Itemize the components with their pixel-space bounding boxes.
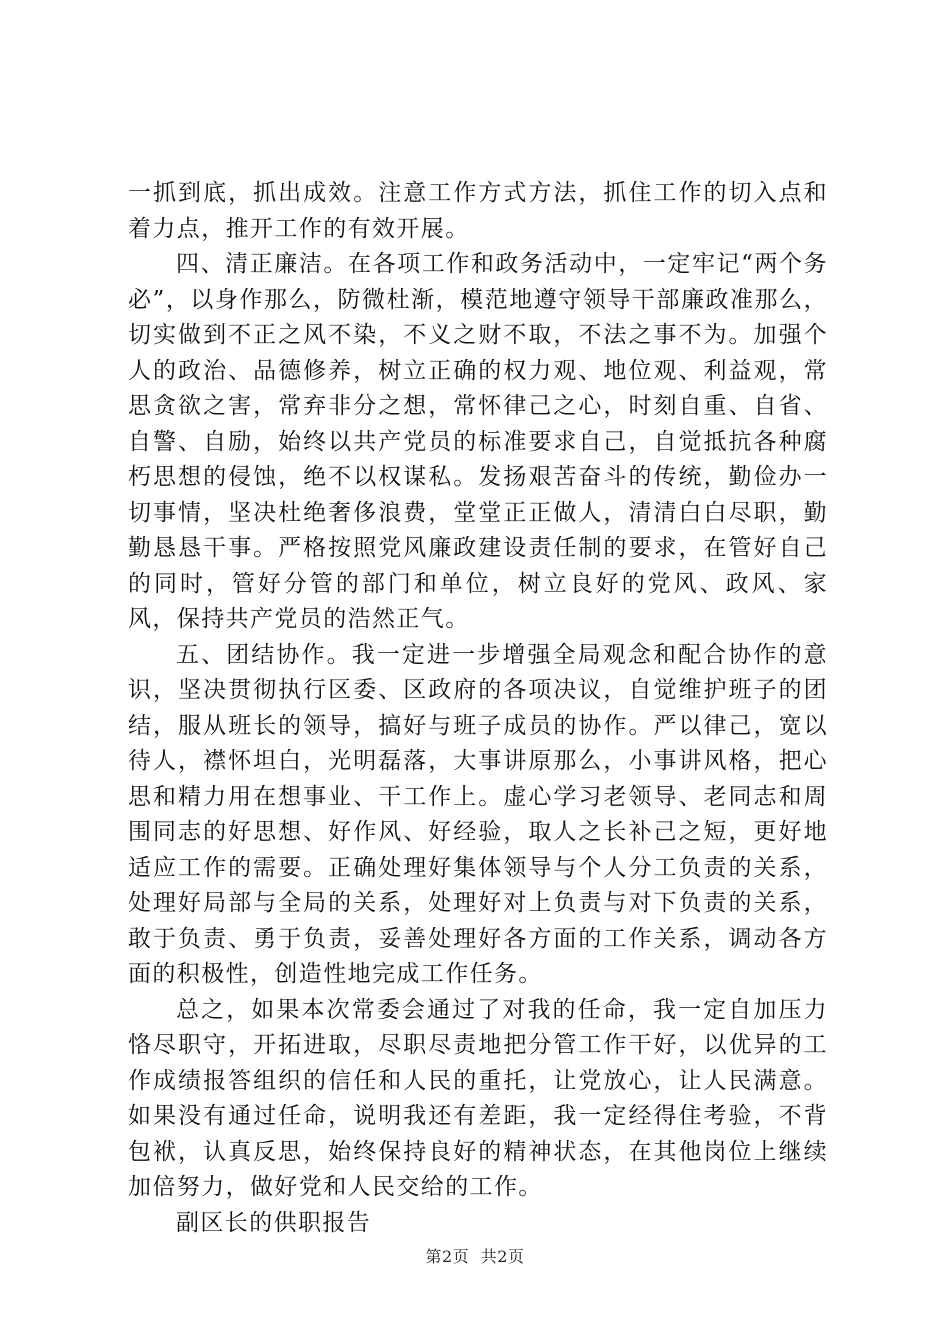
paragraph-conclusion: 总之，如果本次常委会通过了对我的任命，我一定自加压力恪尽职守，开拓进取，尽职尽责地把分管工作干好，以优异的工作成绩报答组织的信任和人民的重托，让党放心，让人民满意。如果没有通过任命，说明我还有差距，我一定经得住考验，不背包袱，认真反思，始终保持良好的精神状态，在其他岗位上继续加倍努力，做好党和人民交给的工作。 xyxy=(128,996,828,1200)
page-total: 共2页 xyxy=(480,1247,525,1266)
paragraph-integrity: 四、清正廉洁。在各项工作和政务活动中，一定牢记“两个务必”，以身作那么，防微杜渐，模范地遵守领导干部廉政准那么，切实做到不正之风不染，不义之财不取，不法之事不为。加强个人的政治、品德修养，树立正确的权力观、地位观、利益观，常思贪欲之害，常弃非分之想，常怀律己之心，时刻自重、自省、自警、自励，始终以共产党员的标准要求自己，自觉抵抗各种腐朽思想的侵蚀，绝不以权谋私。发扬艰苦奋斗的传统，勤俭办一切事情，坚决杜绝奢侈浪费，堂堂正正做人，清清白白尽职，勤勤恳恳干事。严格按照党风廉政建设责任制的要求，在管好自己的同时，管好分管的部门和单位，树立良好的党风、政风、家风，保持共产党员的浩然正气。 xyxy=(128,251,828,632)
page-footer xyxy=(0,1244,950,1267)
paragraph-continuation: 一抓到底，抓出成效。注意工作方式方法，抓住工作的切入点和着力点，推开工作的有效开展。 xyxy=(128,180,828,242)
paragraph-title-note: 副区长的供职报告 xyxy=(176,1209,372,1236)
paragraph-cooperation: 五、团结协作。我一定进一步增强全局观念和配合协作的意识，坚决贯彻执行区委、区政府的各项决议，自觉维护班子的团结，服从班长的领导，搞好与班子成员的协作。严以律己，宽以待人，襟怀坦白，光明磊落，大事讲原那么，小事讲风格，把心思和精力用在想事业、干工作上。虚心学习老领导、老同志和周围同志的好思想、好作风、好经验，取人之长补己之短，更好地适应工作的需要。正确处理好集体领导与个人分工负责的关系，处理好局部与全局的关系，处理好对上负责与对下负责的关系，敢于负责、勇于负责，妥善处理好各方面的工作关系，调动各方面的积极性，创造性地完成工作任务。 xyxy=(128,641,828,987)
document-body xyxy=(128,176,828,1241)
page-number: 第2页 xyxy=(425,1247,470,1266)
